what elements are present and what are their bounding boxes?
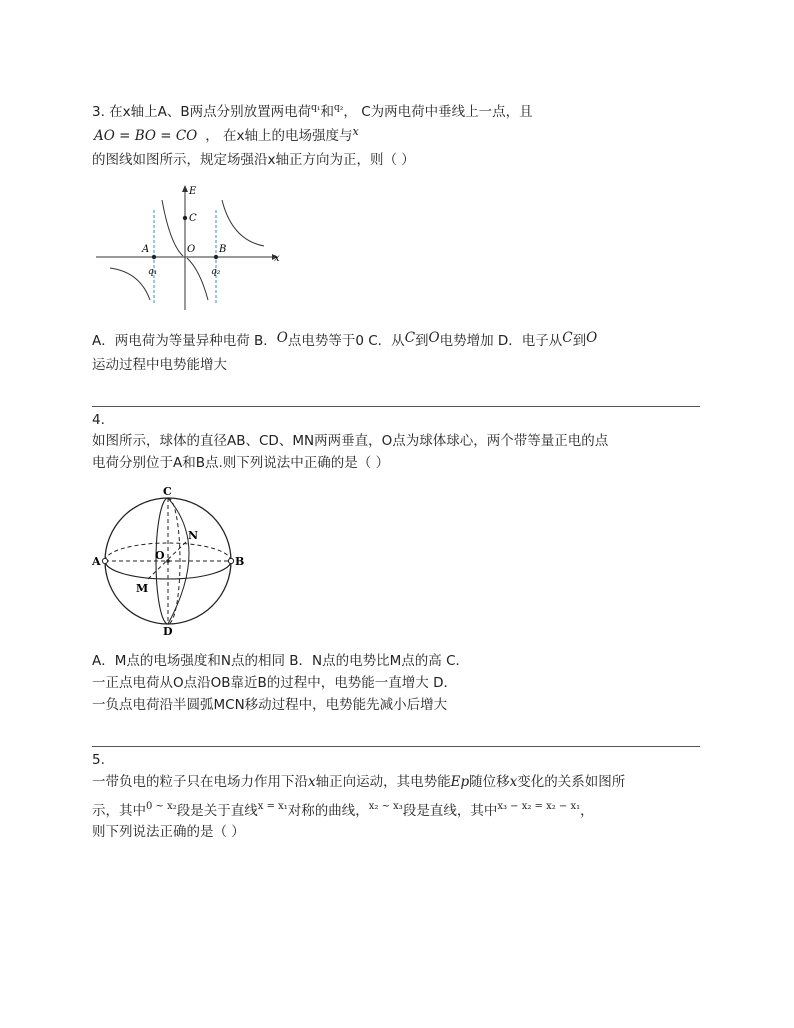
q3-label-o: O [187,244,196,255]
q5-number: 5. [92,752,105,768]
q3-label-q2: q₂ [211,267,221,277]
q3-symbol-c-1: C [404,330,416,346]
q5-range-2: x₂ ~ x₃ [368,801,403,812]
q4-line-1: 如图所示，球体的直径AB、CD、MN两两垂直，O点为球体球心，两个带等量正电的点 [92,433,609,449]
q4-label-n: N [188,529,199,542]
q4-line-2: 电荷分别位于A和B点.则下列说法中正确的是（ ） [92,455,390,471]
q3-option-d-text: 电势增加 D．电子从 [439,333,563,349]
q3-and: 和 [320,104,335,120]
q4-options-line-1: A．M点的电场强度和N点的相同 B．N点的电势比M点的高 C． [92,653,469,669]
q4-equator-back [105,543,231,561]
q3-curve-right-upper [222,200,264,246]
q5-ep-symbol: Ep [450,774,470,790]
q5-line2-c: 对称的曲线， [287,803,369,819]
q3-point-c [183,216,187,220]
q3-curve-left-upper [162,200,183,256]
q5-line2-b: 段是关于直线 [176,803,258,819]
q4-point-o [166,559,170,563]
q4-point-b [228,558,233,563]
q3-label-e: E [189,186,197,197]
q4-label-d: D [163,625,173,636]
q5-range-1: 0 ~ x₂ [146,801,177,812]
q4-label-c: C [163,485,172,498]
q5-x-symbol-2: x [509,774,518,790]
q3-label-b: B [219,244,227,255]
q5-line-equation: x = x₁ [257,801,288,812]
q3-label-q1: q₁ [148,267,158,277]
q3-line-2 [94,126,359,147]
q5-equation-2: x₃ − x₂ = x₂ − x₁ [497,801,581,812]
q3-line1-a: 3. 在x轴上A、B两点分别放置两电荷 [92,104,312,120]
q3-e-axis-arrow [182,185,188,192]
q3-label-x: x [274,253,280,264]
q3-option-a-text: A．两电荷为等量异种电荷 B． [92,333,277,349]
q5-x-symbol-1: x [308,774,316,790]
q3-x-symbol: x [352,125,359,138]
divider-q4-q5 [92,746,700,747]
q3-equation: AO = BO = CO [94,128,198,144]
q4-sphere-figure [92,484,252,636]
q5-line2-d: 段是直线，其中 [402,803,498,819]
q3-line-3: 的图线如图所示，规定场强沿x轴正方向为正，则（ ） [92,152,415,168]
q3-q2-symbol: q₂ [334,103,344,113]
q4-number: 4. [92,412,105,428]
q5-line2-a: 示，其中 [92,803,146,819]
q5-line-1 [92,772,625,792]
q3-label-a: A [142,244,150,255]
q3-symbol-o-3: O [586,330,598,346]
q5-line1-c: 随位移 [469,774,510,790]
q4-label-a: A [92,555,101,568]
q4-label-o: O [155,549,165,562]
q4-options-line-2: 一正点电荷从O点沿OB靠近B的过程中，电势能一直增大 D． [92,675,457,691]
q3-line-1 [92,102,533,124]
q3-symbol-o-1: O [276,330,288,346]
q3-options-line-2: 运动过程中电势能增大 [92,357,227,373]
q5-line1-d: 变化的关系如图所 [517,774,626,790]
q3-symbol-c-2: C [562,330,573,346]
q3-curve-middle-lower [187,258,208,300]
q3-option-b-text: 点电势等于0 C．从 [287,333,405,349]
q5-line-2 [92,801,594,823]
q4-label-m: M [136,582,149,595]
q3-to-1: 到 [415,333,429,349]
q3-options-line-1 [92,331,597,351]
q3-line1-b: ， C为两电荷中垂线上一点，且 [343,104,533,120]
q3-point-a [152,255,156,259]
q3-symbol-o-2: O [428,330,440,346]
q5-line1-b: 轴正向运动，其电势能 [315,774,451,790]
divider-q3-q4 [92,406,700,407]
q5-line2-e: ， [580,803,594,819]
q3-line2-b: ， 在x轴上的电场强度与 [205,128,353,144]
q3-ex-graph [92,182,292,312]
q5-line-3: 则下列说法正确的是（ ） [92,824,245,840]
q3-point-b [214,255,218,259]
q3-curve-left-lower [110,268,150,300]
q4-point-a [102,558,107,563]
q3-q1-symbol: q₁ [311,103,321,113]
q5-line1-a: 一带负电的粒子只在电场力作用下沿 [92,774,308,790]
q4-options-line-3: 一负点电荷沿半圆弧MCN移动过程中，电势能先减小后增大 [92,697,448,713]
q3-to-2: 到 [572,333,587,349]
q3-label-c: C [189,213,197,224]
q4-label-b: B [235,555,245,568]
